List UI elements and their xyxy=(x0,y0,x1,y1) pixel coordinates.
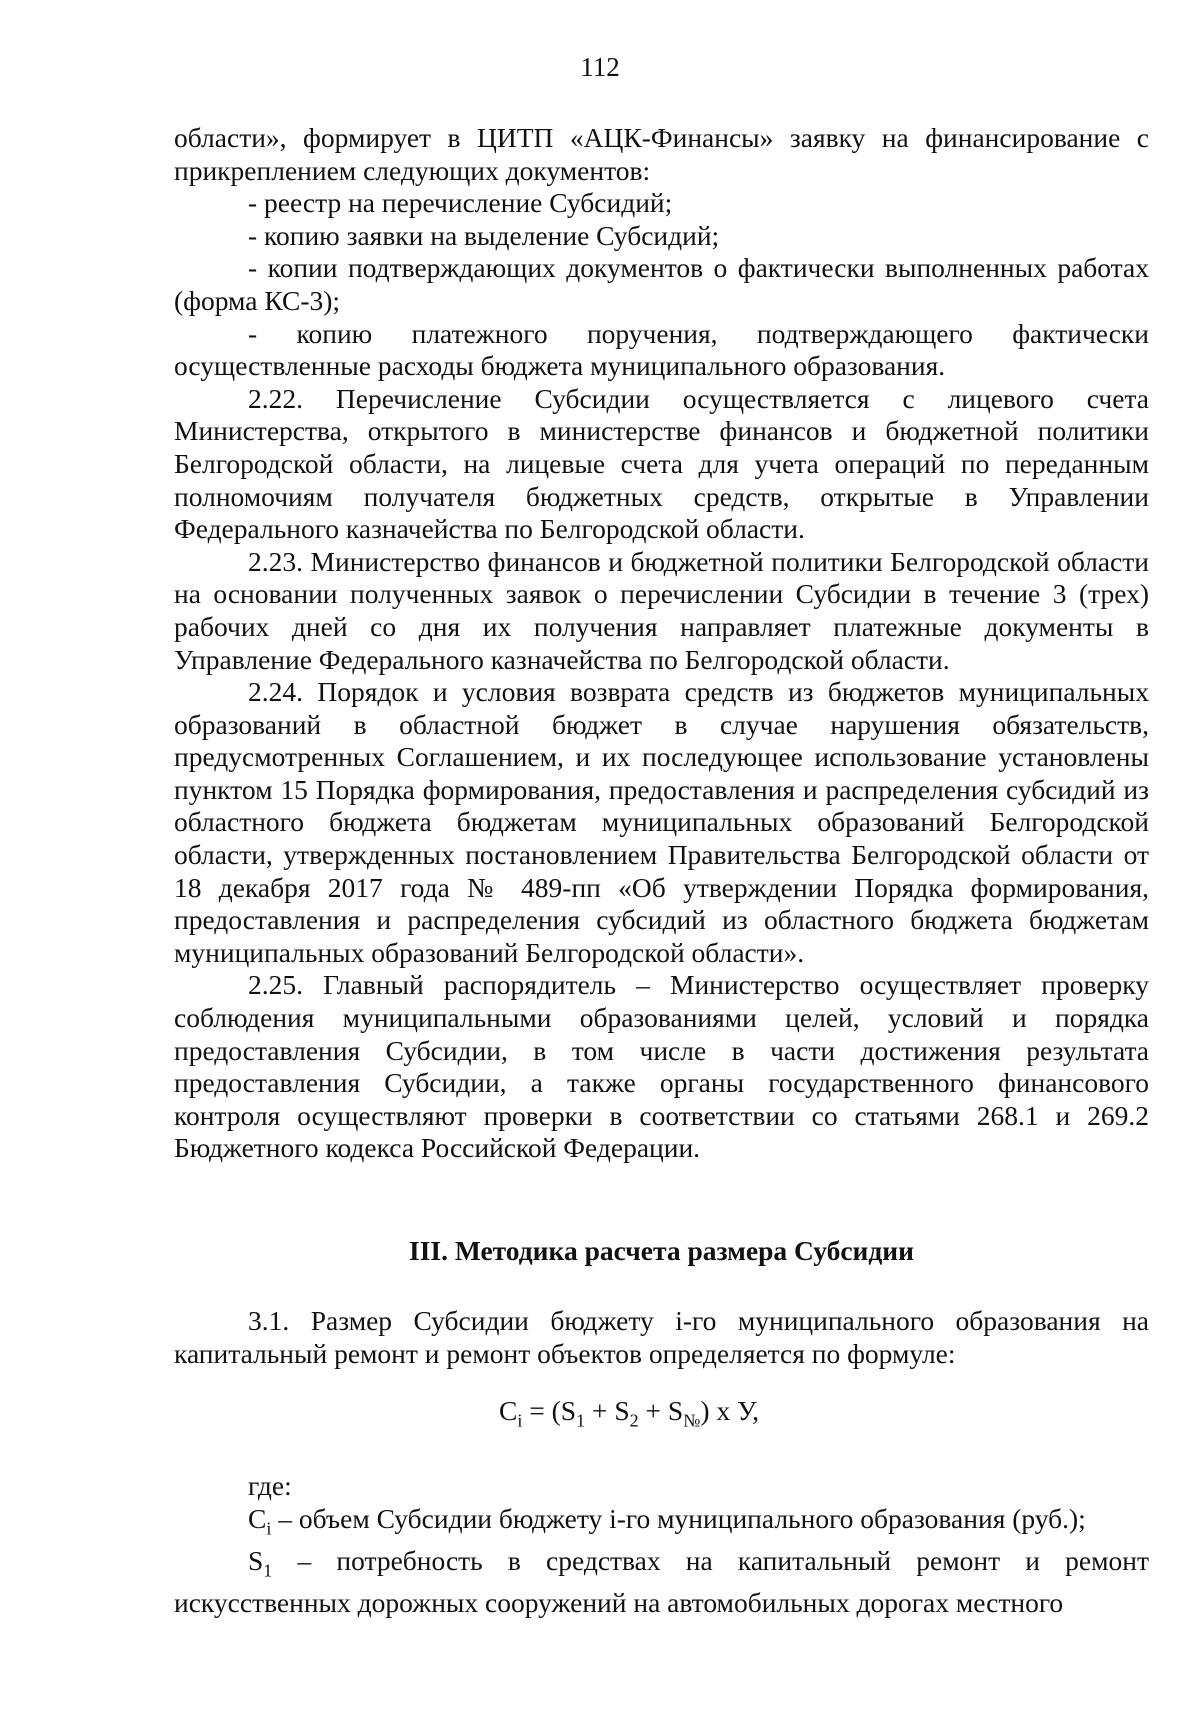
paragraph-2-23: 2.23. Министерство финансов и бюджетной политики Белгородской области на основании полученных заявок о перечислении Субсидии в течение 3 (трех) рабочих дней со дня их получения направляет платежные документы в Управление Федерального казначейства по Белгородской области. xyxy=(174,545,1149,675)
formula-eq: = (S xyxy=(522,1395,577,1426)
formula-plus1: + S xyxy=(585,1395,630,1426)
paragraph-intro: области», формирует в ЦИТП «АЦК-Финансы» заявку на финансирование с прикреплением следующих документов: xyxy=(174,122,1149,186)
paragraph-2-22: 2.22. Перечисление Субсидии осуществляется с лицевого счета Министерства, открытого в министерстве финансов и бюджетной политики Белгородской области, на лицевые счета для учета операций по переданным полномочиям получателя бюджетных средств, открытые в Управлении Федерального казначейства по Белгородской области. xyxy=(174,382,1149,545)
definition-ci xyxy=(174,1503,1149,1545)
definition-s1 xyxy=(174,1545,1149,1620)
section-heading: III. Методика расчета размера Субсидии xyxy=(409,1235,914,1266)
list-item-ks3-copies: - копии подтверждающих документов о фактически выполненных работах (форма КС-3); xyxy=(174,252,1149,316)
formula-lhs: C xyxy=(499,1395,518,1426)
list-item-payment-order: - копию платежного поручения, подтверждающего фактически осуществленные расходы бюджета муниципального образования. xyxy=(174,317,1149,382)
formula-plus2: + S xyxy=(638,1395,684,1426)
body-text xyxy=(174,122,1149,1165)
where-label: где: xyxy=(248,1470,292,1501)
formula-definitions xyxy=(174,1470,1149,1619)
s1-subscript: 1 xyxy=(263,1560,273,1581)
ci-symbol: C xyxy=(248,1502,267,1534)
formula-s1-subscript: 1 xyxy=(576,1410,586,1431)
section-text xyxy=(174,1305,1149,1370)
ci-subscript: i xyxy=(266,1518,272,1539)
formula-s2-subscript: 2 xyxy=(629,1410,639,1431)
formula-tail: ) x У, xyxy=(700,1395,759,1426)
s1-symbol: S xyxy=(248,1544,264,1576)
list-item-registry: - реестр на перечисление Субсидий; xyxy=(248,187,673,219)
paragraph-2-24: 2.24. Порядок и условия возврата средств из бюджетов муниципальных образований в областной бюджет в случае нарушения обязательств, предусмотренных Соглашением, и их последующее использование установлены пунктом 15 Порядка формирования, предоставления и распределения субсидий из областного бюджета бюджетам муниципальных образований Белгородской области, утвержденных постановлением Правительства Белгородской области от 18 декабря 2017 года № 489-пп «Об утверждении Порядка формирования, предоставления и распределения субсидий из областного бюджета бюджетам муниципальных образований Белгородской области». xyxy=(174,676,1149,968)
list-item-application-copy: - копию заявки на выделение Субсидий; xyxy=(248,219,720,251)
subsidy-formula xyxy=(0,1395,1200,1432)
paragraph-2-25: 2.25. Главный распорядитель – Министерство осуществляет проверку соблюдения муниципальными образованиями целей, условий и порядка предоставления Субсидии, в том числе в части достижения результата предоставления Субсидии, а также органы государственного финансового контроля осуществляют проверки в соответствии со статьями 268.1 и 269.2 Бюджетного кодекса Российской Федерации. xyxy=(174,969,1149,1164)
ci-definition: – объем Субсидии бюджету i-го муниципального образования (руб.); xyxy=(271,1502,1086,1534)
formula-lhs-subscript: i xyxy=(517,1410,523,1431)
paragraph-3-1: 3.1. Размер Субсидии бюджету i-го муниципального образования на капитальный ремонт и ремонт объектов определяется по формуле: xyxy=(174,1305,1149,1369)
s1-definition: – потребность в средствах на капитальный ремонт и ремонт искусственных дорожных сооружений на автомобильных дорогах местного xyxy=(174,1544,1149,1618)
page-number: 112 xyxy=(580,52,620,82)
formula-s3-subscript: № xyxy=(683,1410,701,1431)
